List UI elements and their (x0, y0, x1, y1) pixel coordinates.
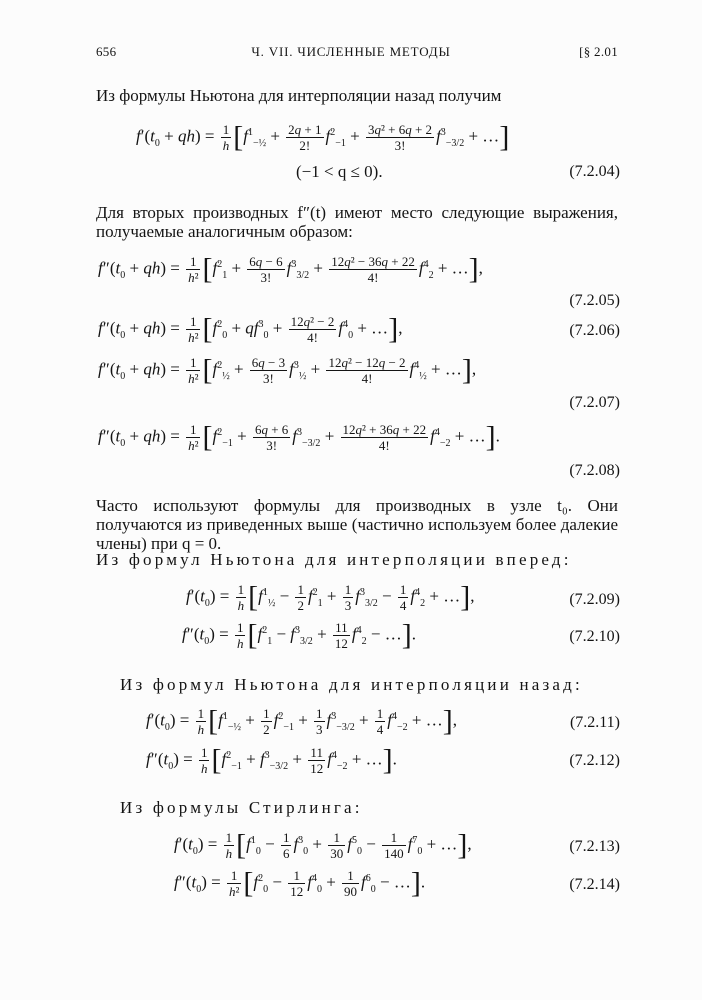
paragraph-node-derivatives: Часто используют формулы для производных в узле t₀. Они получаются из приведенных выше (частично используем более далекие члены) при q = 0. (96, 496, 618, 553)
eq-number-7-2-09: (7.2.09) (569, 591, 620, 608)
eq-number-7-2-07: (7.2.07) (569, 394, 620, 411)
formula-7-2-12: $f''(t_0)$ = $\frac{1}{h}$ [$f^2_{-1} + f^3_{-3/2}$ + $\frac{11}{12}$ $f^4_{-2}$ + …]. (146, 743, 397, 777)
formula-7-2-11: $f'(t_0)$ = $\frac{1}{h}$ [$f^1_{-\frac{1}{2}}$ + $\frac{1}{2}$ $f^2_{-1}$ + $\frac{1}{3}$ $f^3_{-3/2}$ + $\frac{1}{4}$ $f^4_{-2}$ + …], (146, 704, 458, 738)
formula-7-2-06: $f''(t_0 + qh)$ = $\frac{1}{\text{h²}}$ [$f^2_0 + qf^3_0$ + $\frac{\text{12q² − 2}}{4!}$ $f^4_0$ + …], (98, 312, 403, 346)
heading-newton-forward: Из формул Ньютона для интерполяции вперед: (96, 550, 572, 569)
condition-7-2-04: (−1 < q ≤ 0). (296, 162, 383, 181)
formula-7-2-08: $f''(t_0 + qh)$ = $\frac{1}{\text{h²}}$ [$f^2_{-1}$ + $\frac{6q + 6}{3!}$ $f^3_{-3/2}$ + $\frac{\text{12q² + 36q + 22}}{4!}$ $f^4_{-2}$ + …]. (98, 420, 500, 454)
eq-number-7-2-11: (7.2.11) (569, 714, 620, 731)
eq-number-7-2-06: (7.2.06) (569, 322, 620, 339)
eq-number-7-2-08: (7.2.08) (569, 462, 620, 479)
formula-7-2-13: $f'(t_0)$ = $\frac{1}{h}$ [$f^1_0$ − $\frac{1}{6}$ $f^3_0$ + $\frac{1}{30}$ $f^5_0$ − $\frac{1}{140}$ $f^7_0$ + …], (174, 828, 472, 862)
formula-7-2-04: $f'(t_0 + qh)$ = $\frac{1}{h}$ [$f^1_{-\frac{1}{2}}$ + $\frac{2q + 1}{2!}$ $f^2_{-1}$ + $\frac{\text{3q² + 6q + 2}}{3!}$ $f^3_{-3/2}$ + …] (136, 120, 510, 154)
eq-number-7-2-04: (7.2.04) (569, 163, 620, 180)
page-number: 656 (96, 44, 117, 59)
section-mark: [§ 2.01 (579, 44, 618, 59)
formula-7-2-09: $f'(t_0)$ = $\frac{1}{h}$ [$f^1_{\frac{1}{2}}$ − $\frac{1}{2}$ $f^2_1$ + $\frac{1}{3}$ $f^3_{3/2}$ − $\frac{1}{4}$ $f^4_2$ + …], (186, 580, 475, 614)
eq-number-7-2-14: (7.2.14) (569, 876, 620, 893)
formula-7-2-10: $f''(t_0)$ = $\frac{1}{h}$ [$f^2_1 - f^3_{3/2}$ + $\frac{11}{12}$ $f^4_2$ − …]. (182, 618, 416, 652)
eq-number-7-2-12: (7.2.12) (569, 752, 620, 769)
eq-number-7-2-13: (7.2.13) (569, 838, 620, 855)
paragraph-second-derivatives: Для вторых производных f″(t) имеют место следующие выражения, получаемые аналогичным образом: (96, 203, 618, 241)
heading-newton-backward: Из формул Ньютона для интерполяции назад: (120, 675, 583, 694)
running-head: Ч. VII. ЧИСЛЕННЫЕ МЕТОДЫ (251, 44, 451, 59)
eq-number-7-2-05: (7.2.05) (569, 292, 620, 309)
formula-7-2-14: $f''(t_0)$ = $\frac{1}{\text{h²}}$ [$f^2_0$ − $\frac{1}{12}$ $f^4_0$ + $\frac{1}{90}$ $f^6_0$ − …]. (174, 866, 426, 900)
heading-stirling: Из формулы Стирлинга: (120, 798, 363, 817)
formula-7-2-05: $f''(t_0 + qh)$ = $\frac{1}{\text{h²}}$ [$f^2_1$ + $\frac{6q - 6}{3!}$ $f^3_{3/2}$ + $\frac{\text{12q² − 36q + 22}}{4!}$ $f^4_2$ + …], (98, 252, 483, 286)
paragraph-intro: Из формулы Ньютона для интерполяции назад получим (96, 86, 502, 105)
eq-number-7-2-10: (7.2.10) (569, 628, 620, 645)
formula-7-2-07: $f''(t_0 + qh)$ = $\frac{1}{\text{h²}}$ [$f^2_{\frac{1}{2}}$ + $\frac{6q - 3}{3!}$ $f^3_{\frac{1}{2}}$ + $\frac{\text{12q² − 12q − 2}}{4!}$ $f^4_{\frac{1}{2}}$ + …], (98, 353, 477, 387)
